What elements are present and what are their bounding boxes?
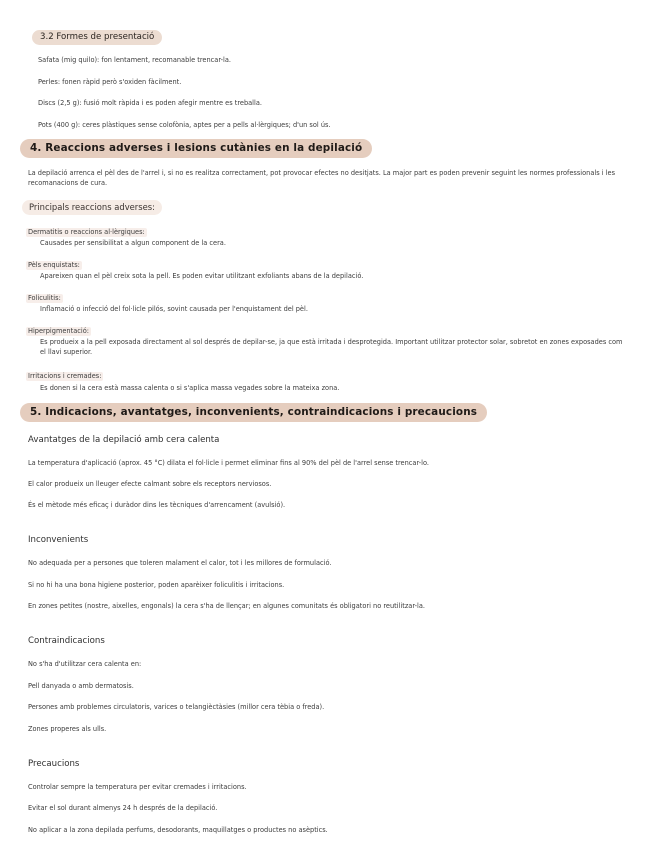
term-description: Causades per sensibilitat a algun component de la cera. xyxy=(40,239,226,247)
disadvantages-subheading: Inconvenients xyxy=(28,535,89,545)
section-5-heading: 5. Indicacions, avantatges, inconvenients, contraindicacions i precaucions xyxy=(20,403,487,422)
section-4-intro: La depilació arrenca el pèl des de l'arrel i, si no es realitza correctament, pot provocar efectes no desitjats. La major part es poden prevenir seguint les normes professionals i les recomanacions de cura. xyxy=(28,169,616,187)
term-description: Es produeix a la pell exposada directament al sol després de depilar-se, ja que està irritada i desprotegida. Important utilitzar protector solar, sobretot en zones exposades com el llavi superior. xyxy=(40,338,623,356)
contraindication-item: Pell danyada o amb dermatosis. xyxy=(28,682,134,690)
disadvantage-item: Si no hi ha una bona higiene posterior, poden aparèixer foliculitis i irritacions. xyxy=(28,581,285,589)
contraindications-subheading: Contraindicacions xyxy=(28,636,105,646)
presentation-item: Discs (2,5 g): fusió molt ràpida i es poden afegir mentre es treballa. xyxy=(38,99,262,107)
section-3-2-heading: 3.2 Formes de presentació xyxy=(32,30,162,45)
contraindication-item: Zones properes als ulls. xyxy=(28,725,107,733)
advantage-item: És el mètode més eficaç i duràdor dins les tècniques d'arrencament (avulsió). xyxy=(28,501,286,509)
presentation-item: Safata (mig quilo): fon lentament, recomanable trencar-la. xyxy=(38,56,231,64)
presentation-item: Perles: fonen ràpid però s'oxiden fàcilment. xyxy=(38,78,182,86)
term-label: Dermatitis o reaccions al·lèrgiques: xyxy=(28,228,145,236)
presentation-item: Pots (400 g): ceres plàstiques sense colofònia, aptes per a pells al·lèrgiques; d'un sol ús. xyxy=(38,121,331,129)
precautions-subheading: Precaucions xyxy=(28,759,80,769)
term-label: Pèls enquistats: xyxy=(28,261,80,269)
advantage-item: La temperatura d'aplicació (aprox. 45 °C) dilata el fol·licle i permet eliminar fins al 90% del pèl de l'arrel sense trencar-lo. xyxy=(28,459,429,467)
contraindication-item: No s'ha d'utilitzar cera calenta en: xyxy=(28,660,142,668)
term-description: Es donen si la cera està massa calenta o si s'aplica massa vegades sobre la mateixa zona. xyxy=(40,384,340,392)
precaution-item: Controlar sempre la temperatura per evitar cremades i irritacions. xyxy=(28,783,247,791)
section-4-heading: 4. Reaccions adverses i lesions cutànies en la depilació xyxy=(20,139,372,158)
disadvantage-item: No adequada per a persones que toleren malament el calor, tot i les millores de formulació. xyxy=(28,559,332,567)
adverse-reactions-subheading: Principals reaccions adverses: xyxy=(22,200,162,215)
precaution-item: Evitar el sol durant almenys 24 h després de la depilació. xyxy=(28,804,218,812)
term-description: Inflamació o infecció del fol·licle pilós, sovint causada per l'enquistament del pèl. xyxy=(40,305,308,313)
term-label: Hiperpigmentació: xyxy=(28,327,89,335)
term-label: Foliculitis: xyxy=(28,294,61,302)
contraindication-item: Persones amb problemes circulatoris, varices o telangièctàsies (millor cera tèbia o freda). xyxy=(28,703,325,711)
term-description: Apareixen quan el pèl creix sota la pell. Es poden evitar utilitzant exfoliants abans de la depilació. xyxy=(40,272,364,280)
term-label: Irritacions i cremades: xyxy=(28,372,102,380)
advantages-subheading: Avantatges de la depilació amb cera calenta xyxy=(28,435,220,445)
precaution-item: No aplicar a la zona depilada perfums, desodorants, maquillatges o productes no asèptics. xyxy=(28,826,328,834)
disadvantage-item: En zones petites (nostre, aixelles, engonals) la cera s'ha de llençar; en algunes comunitats és obligatori no reutilitzar-la. xyxy=(28,602,425,610)
advantage-item: El calor produeix un lleuger efecte calmant sobre els receptors nerviosos. xyxy=(28,480,272,488)
